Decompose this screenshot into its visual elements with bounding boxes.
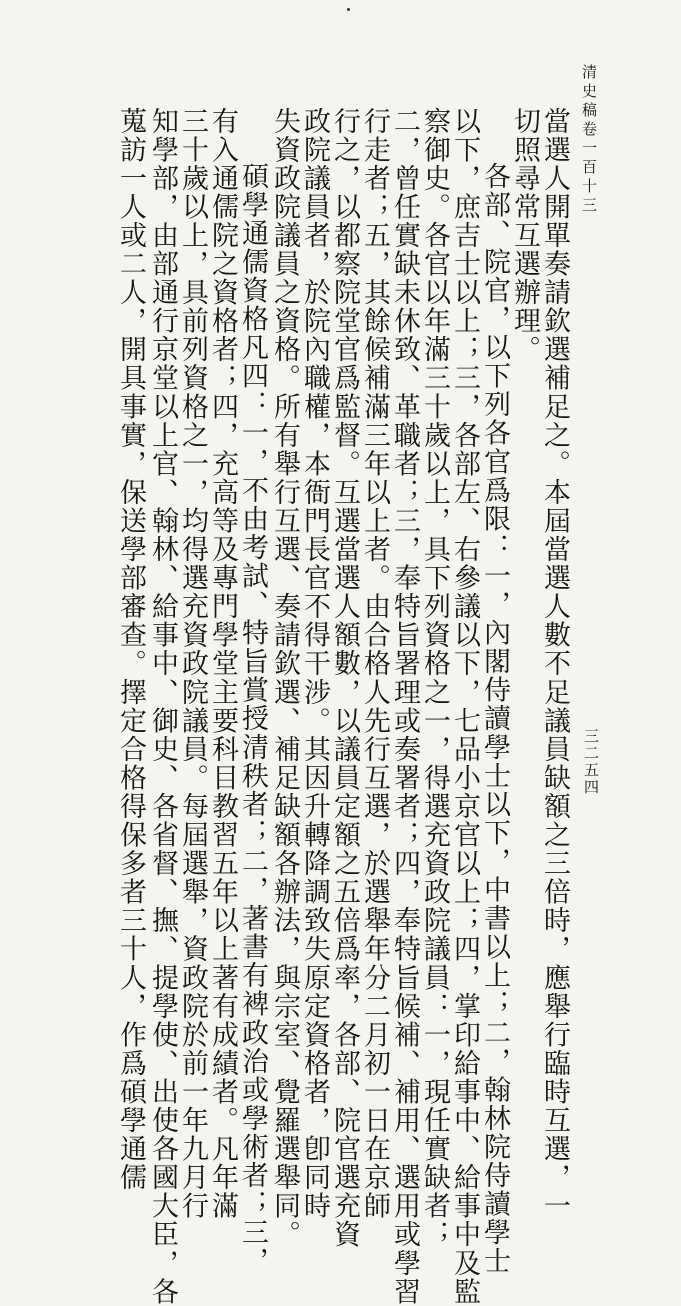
text-column-6: 二，曾任實缺未休致、革職者；三，奉特旨署理或奏署者；四，奉特旨候補、補用、選用或學習 (389, 107, 420, 1306)
text-column-1: 當選人開單奏請欽選補足之。本屆當選人數不足議員缺額之三倍時，應舉行臨時互選，一 (539, 107, 570, 1221)
text-column-8: 行之，以都察院堂官爲監督。互選當選人額數，以議員定額之五倍爲率，各部、院官選充資 (329, 107, 360, 1249)
text-column-15: 蒐訪一人或二人，開具事實，保送學部審查。擇定合格得保多者三十人，作爲碩學通儒 (115, 107, 146, 1192)
text-column-3: 各部、院官，以下列各官爲限：一，內閣侍讀學士以下，中書以上；二，翰林院侍讀學士 (479, 162, 510, 1276)
text-column-14: 知學部，由部通行京堂以上官、翰林、給事中、御史、各省督、撫、提學使、出使各國大臣，各 (147, 107, 178, 1306)
text-column-12: 有入通儒院之資格者；四，充高等及專門學堂主要科目教習五年以上著有成績者。凡年滿 (207, 107, 238, 1221)
text-column-4: 以下，庶吉士以上；三，各部左、右參議以下，七品小京官以上；四，掌印給事中、給事中及監 (449, 107, 480, 1306)
scan-speck (347, 8, 350, 11)
text-column-11: 碩學通儒資格凡四：一，不由考試、特旨賞授清秩者；二，著書有裨政治或學術者；三， (237, 162, 268, 1276)
text-column-13: 三十歲以上，具前列資格之一，均得選充資政院議員。每屆選舉，資政院於前一年九月行 (177, 107, 208, 1221)
text-column-2: 切照尋常互選辦理。 (509, 107, 540, 364)
page-number: 三二五四 (582, 728, 600, 796)
text-column-5: 察御史。各官以年滿三十歲以上，具下列資格之一，得選充資政院議員：一，現任實缺者； (419, 107, 450, 1249)
text-column-9: 政院議員者，於院內職權，本衙門長官不得干涉。其因升轉降調致失原定資格者，卽同時 (299, 107, 330, 1221)
text-column-10: 失資政院議員之資格。所有舉行互選、奏請欽選、補足缺額各辦法，與宗室、覺羅選舉同。 (269, 107, 300, 1249)
text-column-7: 行走者；五，其餘候補滿三年以上者。由合格人先行互選，於選舉年分二月初一日在京師 (359, 107, 390, 1221)
page-header: 清史稿卷一百十三 (580, 64, 598, 216)
